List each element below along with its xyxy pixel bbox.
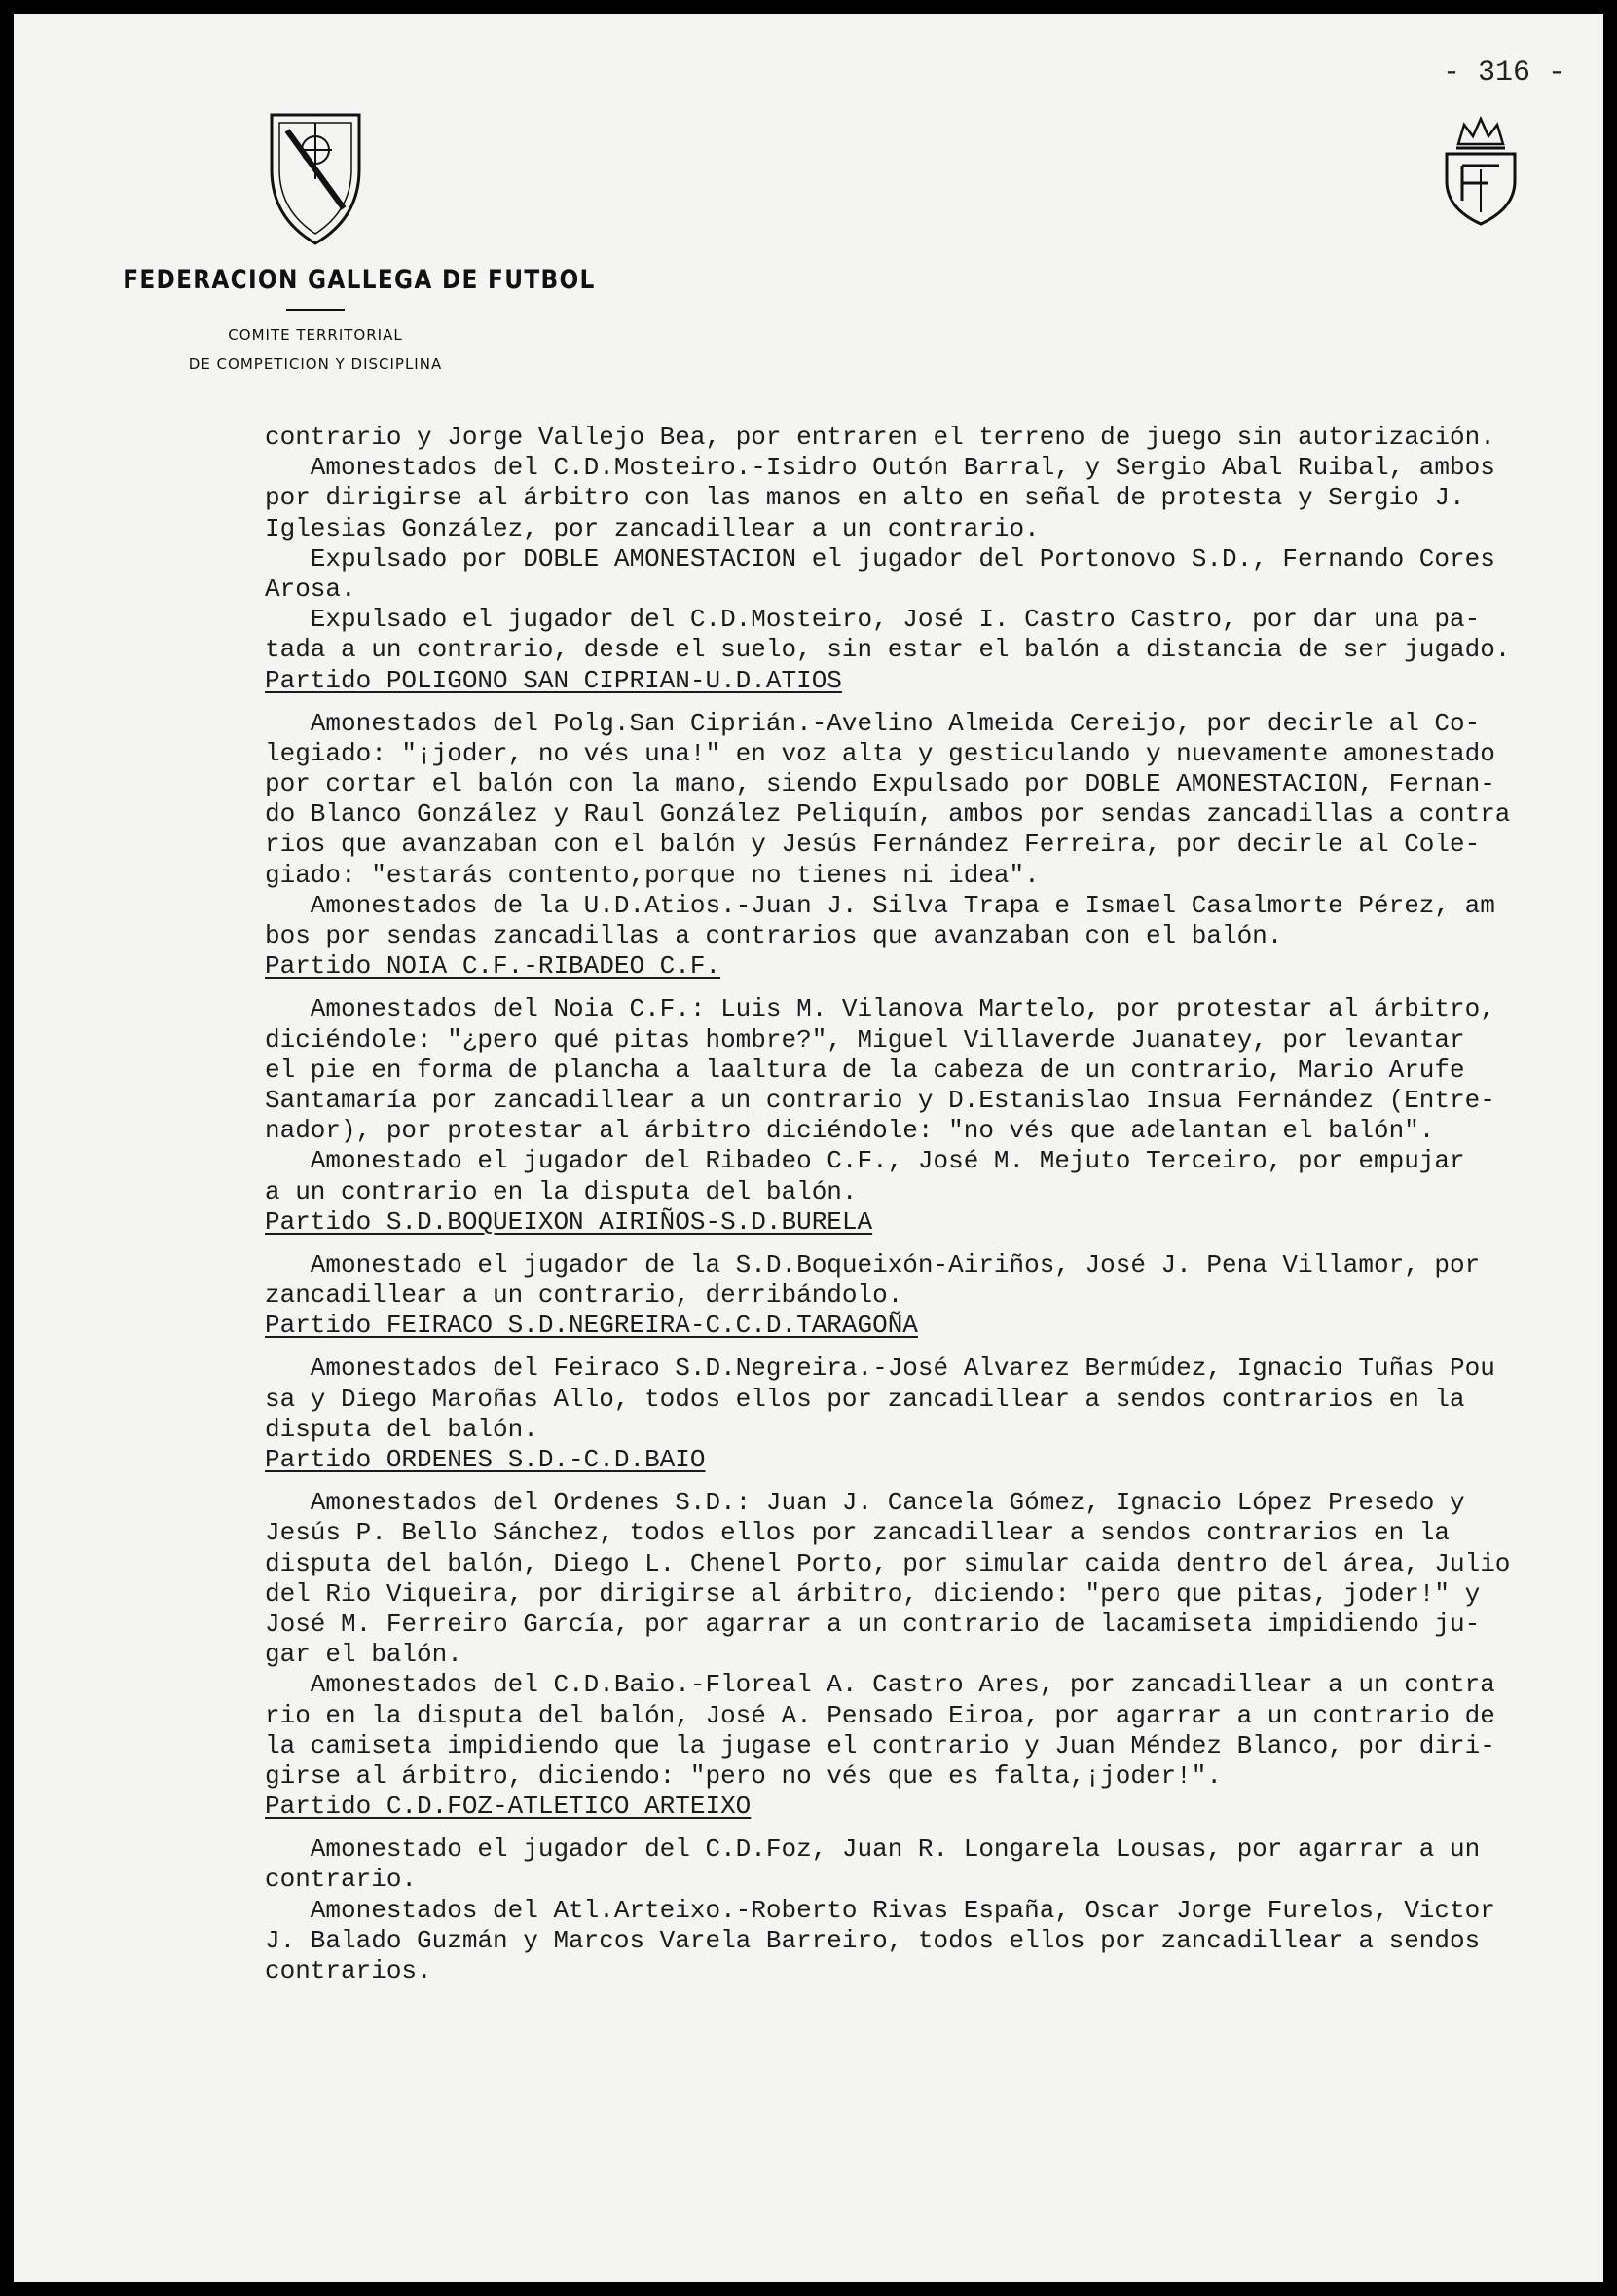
text-line: diciéndole: "¿pero qué pitas hombre?", Miguel Villaverde Juanatey, por levantar: [265, 1024, 1465, 1055]
text-line: J. Balado Guzmán y Marcos Varela Barreiro, todos ellos por zancadillear a sendos: [265, 1925, 1481, 1955]
text-line: do Blanco González y Raul González Peliquín, ambos por sendas zancadillas a contra: [265, 799, 1511, 830]
text-line: Amonestados del Noia C.F.: Luis M. Vilanova Martelo, por protestar al árbitro,: [265, 994, 1495, 1024]
text-line: nador), por protestar al árbitro diciéndole: "no vés que adelantan el balón".: [265, 1116, 1435, 1146]
text-line: Expulsado el jugador del C.D.Mosteiro, José I. Castro Castro, por dar una pa-: [265, 605, 1481, 635]
text-line: Amonestado el jugador del Ribadeo C.F., José M. Mejuto Terceiro, por empujar: [265, 1146, 1465, 1176]
paragraph-gap: [265, 696, 1603, 709]
text-line: Amonestados del Feiraco S.D.Negreira.-José Alvarez Bermúdez, Ignacio Tuñas Pou: [265, 1353, 1495, 1384]
document-page: [14, 14, 1603, 2282]
paragraph-gap: [265, 1341, 1603, 1353]
text-line: gar el balón.: [265, 1640, 462, 1670]
text-line: disputa del balón.: [265, 1414, 538, 1444]
page-number: - 316 -: [1443, 56, 1566, 90]
text-line: tada a un contrario, desde el suelo, sin estar el balón a distancia de ser jugado.: [265, 635, 1511, 665]
text-line: rio en la disputa del balón, José A. Pensado Eiroa, por agarrar a un contrario de: [265, 1700, 1495, 1730]
match-heading: Partido S.D.BOQUEIXON AIRIÑOS-S.D.BURELA: [265, 1206, 873, 1237]
federation-title: FEDERACION GALLEGA DE FUTBOL: [123, 265, 596, 295]
paragraph-gap: [265, 981, 1603, 994]
text-line: disputa del balón, Diego L. Chenel Porto, por simular caida dentro del área, Julio: [265, 1548, 1511, 1578]
paragraph-gap: [265, 1475, 1603, 1488]
text-line: la camiseta impidiendo que la jugase el contrario y Juan Méndez Blanco, por diri-: [265, 1730, 1495, 1760]
document-body: [265, 423, 1603, 1986]
text-line: contrario.: [265, 1865, 418, 1895]
crown-emblem-icon: [1437, 111, 1525, 228]
text-line: por cortar el balón con la mano, siendo Expulsado por DOBLE AMONESTACION, Fernan-: [265, 769, 1495, 799]
match-heading: Partido POLIGONO SAN CIPRIAN-U.D.ATIOS: [265, 665, 842, 695]
text-line: Arosa.: [265, 574, 356, 604]
match-heading: Partido ORDENES S.D.-C.D.BAIO: [265, 1445, 706, 1474]
text-line: el pie en forma de plancha a laaltura de la cabeza de un contrario, Mario Arufe: [265, 1055, 1465, 1085]
text-line: José M. Ferreiro García, por agarrar a un contrario de lacamiseta impidiendo ju-: [265, 1609, 1481, 1639]
text-line: legiado: "¡joder, no vés una!" en voz alta y gesticulando y nuevamente amonestado: [265, 738, 1495, 768]
text-line: contrarios.: [265, 1956, 432, 1985]
text-line: giado: "estarás contento,porque no tienes ni idea".: [265, 860, 1040, 890]
text-line: Iglesias González, por zancadillear a un contrario.: [265, 513, 1040, 543]
text-line: por dirigirse al árbitro con las manos en alto en señal de protesta y Sergio J.: [265, 483, 1465, 513]
paragraph-gap: [265, 1822, 1603, 1834]
letterhead: [92, 111, 596, 379]
text-line: sa y Diego Maroñas Allo, todos ellos por zancadillear a sendos contrarios en la: [265, 1384, 1465, 1414]
text-line: Expulsado por DOBLE AMONESTACION el jugador del Portonovo S.D., Fernando Cores: [265, 543, 1495, 574]
text-line: zancadillear a un contrario, derribándolo.: [265, 1280, 903, 1311]
text-line: Santamaría por zancadillear a un contrario y D.Estanislao Insua Fernández (Entre-: [265, 1085, 1495, 1115]
match-heading: Partido FEIRACO S.D.NEGREIRA-C.C.D.TARAGOÑA: [265, 1311, 918, 1341]
header-divider: [286, 309, 345, 311]
text-line: contrario y Jorge Vallejo Bea, por entraren el terreno de juego sin autorización.: [265, 423, 1495, 452]
text-line: Amonestados del Polg.San Ciprián.-Avelino Almeida Cereijo, por decirle al Co-: [265, 708, 1481, 738]
match-heading: Partido NOIA C.F.-RIBADEO C.F.: [265, 951, 721, 981]
text-line: Amonestado el jugador de la S.D.Boqueixón-Airiños, José J. Pena Villamor, por: [265, 1249, 1481, 1279]
committee-line-1: COMITE TERRITORIAL: [228, 326, 403, 344]
text-line: Jesús P. Bello Sánchez, todos ellos por zancadillear a sendos contrarios en la: [265, 1518, 1450, 1548]
text-line: del Rio Viqueira, por dirigirse al árbitro, diciendo: "pero que pitas, joder!" y: [265, 1578, 1481, 1609]
text-line: girse al árbitro, diciendo: "pero no vés que es falta,¡joder!".: [265, 1760, 1222, 1791]
text-line: Amonestado el jugador del C.D.Foz, Juan R. Longarela Lousas, por agarrar a un: [265, 1834, 1481, 1865]
text-line: a un contrario en la disputa del balón.: [265, 1176, 858, 1206]
shield-crest-icon: [262, 111, 369, 247]
text-line: Amonestados del C.D.Baio.-Floreal A. Castro Ares, por zancadillear a un contra: [265, 1670, 1495, 1700]
text-line: Amonestados del Atl.Arteixo.-Roberto Rivas España, Oscar Jorge Furelos, Victor: [265, 1895, 1495, 1925]
committee-line-2: DE COMPETICION Y DISCIPLINA: [188, 355, 443, 373]
text-line: Amonestados de la U.D.Atios.-Juan J. Silva Trapa e Ismael Casalmorte Pérez, am: [265, 890, 1495, 920]
text-line: Amonestados del Ordenes S.D.: Juan J. Cancela Gómez, Ignacio López Presedo y: [265, 1488, 1465, 1518]
text-line: bos por sendas zancadillas a contrarios que avanzaban con el balón.: [265, 921, 1283, 950]
text-line: rios que avanzaban con el balón y Jesús Fernández Ferreira, por decirle al Cole-: [265, 830, 1481, 860]
match-heading: Partido C.D.FOZ-ATLETICO ARTEIXO: [265, 1792, 752, 1822]
paragraph-gap: [265, 1238, 1603, 1250]
text-line: Amonestados del C.D.Mosteiro.-Isidro Outón Barral, y Sergio Abal Ruibal, ambos: [265, 453, 1495, 483]
